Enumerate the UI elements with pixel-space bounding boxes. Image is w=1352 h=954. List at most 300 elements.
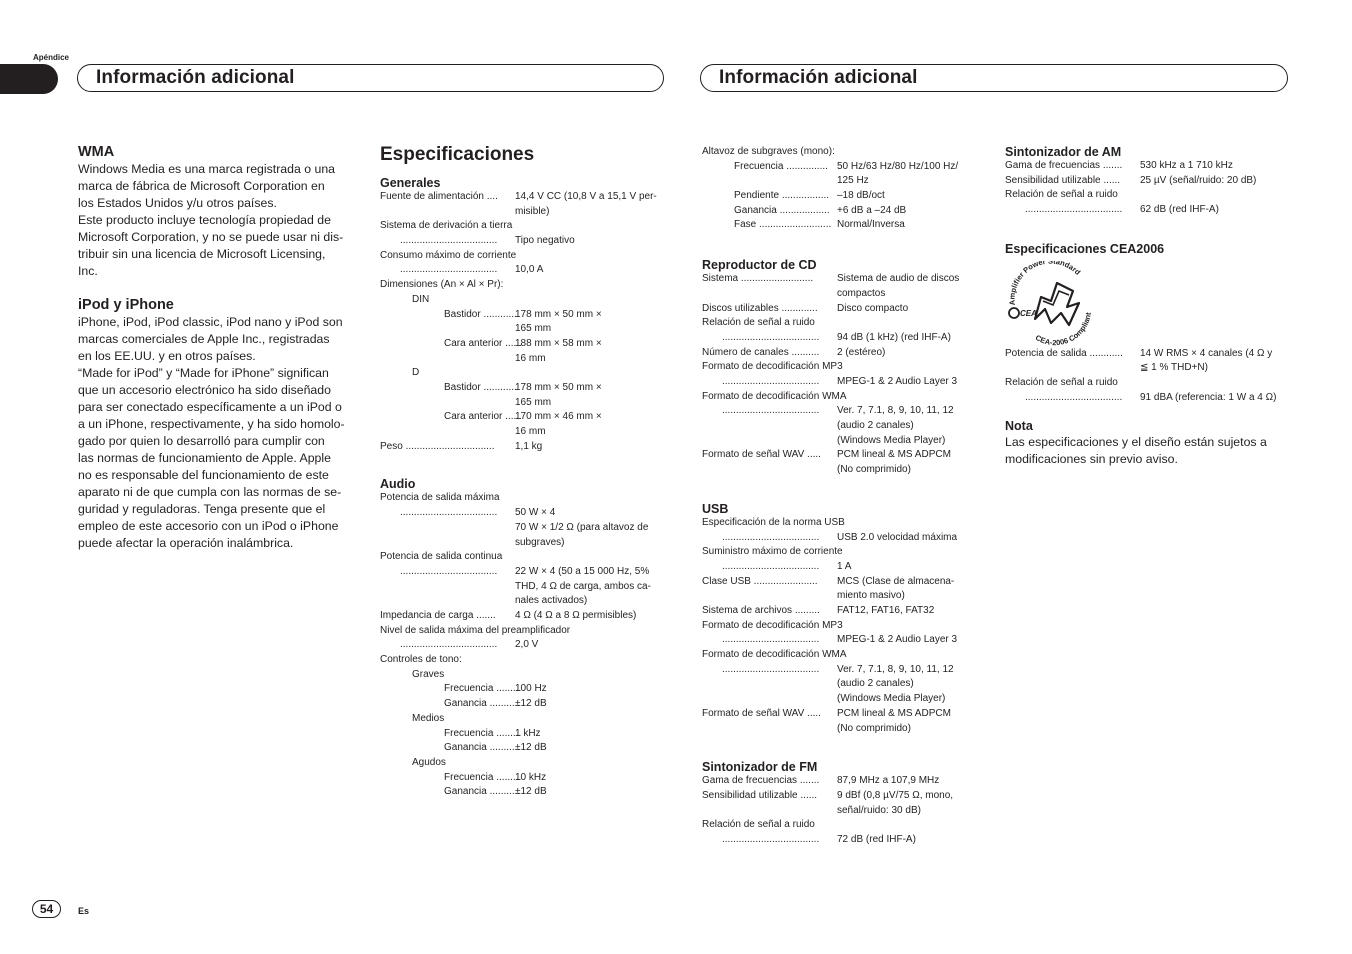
fm-heading: Sintonizador de FM [702,760,818,775]
spec-row [380,278,670,293]
spec-value-line: 165 mm [515,323,552,335]
text-line: Windows Media es una marca registrada o una [78,162,335,176]
spec-label: Formato de decodificación WMA [702,390,847,402]
am-spec-list [1005,159,1295,218]
spec-value [837,331,951,346]
spec-value [515,565,651,609]
spec-row [380,440,670,455]
spec-label: Relación de señal a ruido [1005,189,1118,201]
spec-value-line: 87,9 MHz a 107,9 MHz [837,775,940,787]
spec-row [380,682,670,697]
cea-logo-mark-text: CEA [1020,308,1037,318]
spec-row [1005,347,1295,376]
spec-label: Discos utilizables ............. [702,302,818,314]
spec-label: ................................... [722,833,820,845]
section-banner-right [700,64,1288,92]
spec-row [1005,391,1295,406]
spec-value-line: Ver. 7, 7.1, 8, 9, 10, 11, 12 [837,663,954,675]
subwoofer-spec-list [702,145,992,233]
spec-value-line: (No comprimido) [837,722,911,734]
spec-row [380,308,670,337]
spec-label: Bastidor ............ [444,381,517,393]
text-line: Las especificaciones y el diseño están sujetos a [1005,434,1267,449]
spec-row [380,410,670,439]
spec-value-line: MPEG-1 & 2 Audio Layer 3 [837,375,958,387]
spec-value [1140,347,1272,376]
spec-label: Sensibilidad utilizable ...... [1005,174,1121,186]
spec-label: ................................... [1025,391,1123,403]
spec-row [702,145,992,160]
spec-value [515,697,547,712]
spec-label: D [412,367,420,379]
spec-label: Sistema de archivos ......... [702,604,820,616]
spec-label: Formato de decodificación MP3 [702,619,843,631]
section-tab-marker [0,64,58,94]
spec-label: Clase USB ....................... [702,575,818,587]
spec-row [380,293,670,308]
spec-label: ................................... [722,375,820,387]
spec-label: Sistema de derivación a tierra [380,220,513,232]
cd-heading: Reproductor de CD [702,258,817,273]
spec-value [515,785,547,800]
spec-label: Número de canales .......... [702,346,820,358]
spec-value-line: 178 mm × 50 mm × [515,308,602,320]
spec-label: Controles de tono: [380,654,462,666]
spec-row [380,219,670,234]
spec-value-line: Disco compacto [837,302,909,314]
spec-row [702,346,992,361]
spec-value-line: misible) [515,205,550,217]
spec-value-line: PCM lineal & MS ADPCM [837,449,951,461]
specifications-title: Especificaciones [380,144,535,165]
spec-value [837,204,906,219]
spec-label: Nivel de salida máxima del preamplificador [380,624,571,636]
spec-label: Sensibilidad utilizable ...... [702,789,818,801]
page-number: 54 [32,900,61,918]
text-line: no es responsable del funcionamiento de este [78,468,329,482]
spec-row [702,218,992,233]
spec-value [837,633,957,648]
spec-value [837,531,957,546]
spec-label: ................................... [722,663,820,675]
text-line: en los EE.UU. y en otros países. [78,349,256,363]
spec-label: Sistema .......................... [702,273,814,285]
spec-label: Gama de frecuencias ....... [702,775,820,787]
section-tag: Apéndice [33,53,70,62]
spec-value [515,381,602,410]
spec-value-line: 9 dBf (0,8 µV/75 Ω, mono, [837,789,954,801]
spec-label: Relación de señal a ruido [702,317,815,329]
section-banner-left [77,64,664,92]
spec-value [837,160,958,189]
text-line: Este producto incluye tecnología propiedad de [78,213,331,227]
spec-row [702,648,992,663]
spec-value-line: miento masivo) [837,590,905,602]
spec-label: Relación de señal a ruido [702,819,815,831]
spec-value-line: Tipo negativo [515,235,575,247]
general-heading: Generales [380,176,441,190]
spec-row [1005,203,1295,218]
text-line: marcas comerciales de Apple Inc., registradas [78,332,330,346]
spec-value [837,774,939,789]
wma-paragraph-1 [78,161,368,212]
spec-value [515,741,547,756]
spec-label: Frecuencia ......... [444,727,522,739]
spec-value [1140,203,1219,218]
spec-value [837,604,934,619]
spec-label: Altavoz de subgraves (mono): [702,146,835,157]
spec-label: ................................... [400,507,498,519]
spec-value [837,575,954,604]
spec-row [702,360,992,375]
spec-value-line: MPEG-1 & 2 Audio Layer 3 [837,634,958,646]
spec-label: Ganancia ........... [444,786,521,798]
note-heading: Nota [1005,418,1033,433]
spec-row [702,375,992,390]
spec-value [515,410,602,439]
spec-row [380,741,670,756]
spec-row [380,381,670,410]
spec-label: Ganancia ........... [444,698,521,710]
spec-row [702,302,992,317]
spec-label: Agudos [412,756,446,768]
fm-spec-list [702,774,992,847]
spec-label: ................................... [400,565,498,577]
spec-row [702,189,992,204]
spec-value-line: PCM lineal & MS ADPCM [837,707,951,719]
spec-value [837,789,953,818]
spec-value-line: 100 Hz [515,683,547,695]
spec-value-line: 125 Hz [837,175,869,187]
spec-value-line: 62 dB (red IHF-A) [1140,204,1219,216]
spec-label: Formato de decodificación WMA [702,649,847,661]
spec-value-line: (audio 2 canales) [837,420,914,432]
spec-label: ................................... [400,264,498,276]
spec-value-line: 4 Ω (4 Ω a 8 Ω permisibles) [515,610,637,622]
spec-label: Frecuencia ......... [444,771,522,783]
spec-value-line: 10,0 A [515,264,544,276]
spec-value [837,448,951,477]
audio-spec-list [380,491,670,800]
spec-row [702,545,992,560]
spec-label: Dimensiones (An × Al × Pr): [380,279,504,291]
spec-value-line: 178 mm × 50 mm × [515,381,602,393]
spec-value [837,404,954,448]
cea-heading: Especificaciones CEA2006 [1005,241,1165,256]
spec-row [380,190,670,219]
spec-row [702,404,992,448]
spec-value-line: 50 W × 4 [515,507,556,519]
cea-2006-logo [1005,261,1097,347]
spec-value [515,263,543,278]
spec-value [837,663,954,707]
spec-row [702,316,992,331]
spec-value [837,375,957,390]
banner-right-title: Información adicional [719,67,918,88]
spec-value [515,638,538,653]
spec-row [702,560,992,575]
spec-value-line: 70 W × 1/2 Ω (para altavoz de [515,521,649,533]
usb-heading: USB [702,501,729,516]
audio-heading: Audio [380,477,416,492]
cea-logo-icon [1005,261,1097,347]
spec-value-line: 2 (estéreo) [837,346,886,358]
spec-value [515,727,541,742]
spec-value [515,609,636,624]
spec-value-line: 188 mm × 58 mm × [515,337,602,349]
spec-value-line: Sistema de audio de discos [837,273,960,285]
spec-row [702,516,992,531]
spec-value-line: 91 dBA (referencia: 1 W a 4 Ω) [1140,391,1277,403]
banner-left-title: Información adicional [96,67,295,88]
spec-row [702,833,992,848]
spec-label: Frecuencia ............... [734,160,828,172]
spec-value-line: 530 kHz a 1 710 kHz [1140,160,1233,171]
spec-value-line: FAT12, FAT16, FAT32 [837,604,935,616]
spec-row [702,575,992,604]
spec-value-line: USB 2.0 velocidad máxima [837,531,958,543]
text-line: que un accesorio electrónico ha sido diseñado [78,383,331,397]
spec-row [380,668,670,683]
spec-row [702,619,992,634]
spec-row [702,633,992,648]
ipod-paragraph-2 [78,365,368,552]
am-heading: Sintonizador de AM [1005,145,1122,159]
spec-row [702,448,992,477]
note-text [1005,434,1295,468]
spec-row [702,531,992,546]
spec-value-line: 25 µV (señal/ruido: 20 dB) [1140,174,1257,186]
spec-value-line: (Windows Media Player) [837,434,946,446]
spec-label: Gama de frecuencias ....... [1005,160,1123,171]
spec-row [380,785,670,800]
spec-value [837,346,885,361]
text-line: los Estados Unidos y/u otros países. [78,196,277,210]
spec-label: Fuente de alimentación .... [380,191,498,202]
text-line: puede afectar la operación inalámbrica. [78,536,294,550]
spec-value-line: 16 mm [515,352,546,364]
spec-value [837,218,905,233]
page-language: Es [78,906,90,916]
text-line: guridad y reguladoras. Tenga presente que el [78,502,326,516]
spec-value [515,682,547,697]
spec-row [1005,188,1295,203]
spec-value-line: señal/ruido: 30 dB) [837,804,921,816]
spec-row [380,638,670,653]
spec-label: Potencia de salida máxima [380,492,500,504]
spec-row [380,756,670,771]
spec-label: ................................... [722,331,820,343]
spec-value-line: 1,1 kg [515,440,543,452]
spec-value [1140,174,1256,189]
spec-label: Medios [412,712,445,724]
spec-row [380,550,670,565]
spec-value-line: 16 mm [515,426,546,438]
spec-value-line: ±12 dB [515,786,547,798]
text-line: modificaciones sin previo aviso. [1005,451,1178,466]
spec-value [515,337,602,366]
spec-label: Frecuencia ......... [444,683,522,695]
text-line: las normas de funcionamiento de Apple. Apple [78,451,331,465]
spec-label: Formato de señal WAV ..... [702,449,821,461]
text-line: iPhone, iPod, iPod classic, iPod nano y iPod son [78,315,343,329]
spec-label: Peso ................................ [380,440,495,452]
spec-label: Ganancia .................. [734,204,830,216]
spec-label: Cara anterior ...... [444,337,522,349]
spec-label: ................................... [722,405,820,417]
spec-label: ................................... [400,235,498,247]
spec-label: Consumo máximo de corriente [380,249,517,261]
spec-row [702,818,992,833]
spec-label: ................................... [722,531,820,543]
text-line: “Made for iPod” y “Made for iPhone” significan [78,366,329,380]
spec-value [515,234,575,249]
spec-label: Potencia de salida continua [380,551,503,563]
spec-value [837,272,959,301]
spec-row [380,565,670,609]
spec-value-line: (Windows Media Player) [837,693,946,705]
spec-row [380,491,670,506]
spec-value-line: –18 dB/oct [837,190,885,202]
spec-value-line: 10 kHz [515,771,547,783]
text-line: marca de fábrica de Microsoft Corporation en [78,179,325,193]
spec-label: Relación de señal a ruido [1005,377,1118,389]
spec-label: Ganancia ........... [444,742,521,754]
spec-row [702,774,992,789]
spec-label: Graves [412,668,445,680]
spec-label: DIN [412,293,430,305]
spec-label: Fase .......................... [734,219,832,231]
spec-row [380,234,670,249]
spec-value [515,190,657,219]
spec-value-line: ≦ 1 % THD+N) [1140,362,1208,374]
spec-value-line: 1 A [837,560,852,572]
spec-value [515,308,602,337]
spec-label: Especificación de la norma USB [702,516,845,528]
spec-label: Cara anterior ...... [444,411,522,423]
spec-row [380,624,670,639]
spec-value-line: 165 mm [515,396,552,408]
spec-value-line: Normal/Inversa [837,219,905,231]
column-4 [1005,145,1295,468]
spec-value [837,560,851,575]
spec-row [380,506,670,550]
spec-value-line: (audio 2 canales) [837,678,914,690]
spec-row [702,331,992,346]
spec-value [1140,391,1276,406]
ipod-heading: iPod y iPhone [78,297,174,313]
wma-paragraph-2 [78,212,368,280]
spec-value [837,833,916,848]
spec-value-line: ±12 dB [515,698,547,710]
spec-row [702,789,992,818]
spec-label: Pendiente ................. [734,190,830,202]
spec-label: Suministro máximo de corriente [702,546,843,558]
spec-row [380,771,670,786]
text-line: para ser conectado específicamente a un iPod o [78,400,342,414]
spec-value [515,440,542,455]
spec-value-line: (No comprimido) [837,464,911,476]
spec-row [1005,174,1295,189]
spec-value [837,302,908,317]
ipod-paragraph-1 [78,314,368,365]
spec-row [380,653,670,668]
spec-value-line: subgraves) [515,536,565,548]
spec-row [702,272,992,301]
spec-row [702,160,992,189]
spec-row [380,337,670,366]
spec-row [380,727,670,742]
spec-label: ................................... [722,560,820,572]
spec-row [380,712,670,727]
cea-logo-bottom-text: CEA-2006 Compliant [1033,311,1093,347]
spec-row [702,204,992,219]
text-line: empleo de este accesorio con un iPod o iPhone [78,519,339,533]
spec-value-line: THD, 4 Ω de carga, ambos ca- [515,580,651,592]
spec-value-line: 94 dB (1 kHz) (red IHF-A) [837,331,951,343]
spec-value-line: ±12 dB [515,742,547,754]
spec-row [380,249,670,264]
spec-value-line: nales activados) [515,595,588,607]
spec-label: Bastidor ............ [444,308,517,320]
spec-row [702,604,992,619]
spec-value [837,189,885,204]
spec-row [380,366,670,381]
cd-spec-list [702,272,992,478]
spec-row [702,390,992,405]
spec-row [702,707,992,736]
spec-value-line: 22 W × 4 (50 a 15 000 Hz, 5% [515,565,650,577]
column-1 [78,144,368,552]
spec-label: ................................... [722,634,820,646]
usb-spec-list [702,516,992,736]
text-line: aparato ni de que cumpla con las normas de se- [78,485,342,499]
spec-value-line: +6 dB a –24 dB [837,204,907,216]
spec-row [702,663,992,707]
text-line: Microsoft Corporation, y no se puede usar ni dis- [78,230,344,244]
spec-label: ................................... [1025,204,1123,216]
text-line: Inc. [78,264,98,278]
spec-value-line: 1 kHz [515,727,541,739]
cea-spec-list [1005,347,1295,406]
spec-label: Formato de decodificación MP3 [702,361,843,373]
spec-value-line: 2,0 V [515,639,539,651]
cea-logo-top-text: Amplifier Power Standard [1007,260,1083,306]
spec-value-line: MCS (Clase de almacena- [837,575,955,587]
spec-row [1005,376,1295,391]
spec-row [1005,159,1295,174]
text-line: a un iPhone, respectivamente, y ha sido homolo- [78,417,345,431]
spec-value-line: 170 mm × 46 mm × [515,411,602,423]
general-spec-list [380,190,670,454]
spec-label: Formato de señal WAV ..... [702,707,821,719]
spec-row [380,609,670,624]
spec-value [515,771,546,786]
spec-row [380,697,670,712]
spec-value-line: Ver. 7, 7.1, 8, 9, 10, 11, 12 [837,405,954,417]
spec-value-line: 14,4 V CC (10,8 V a 15,1 V per- [515,191,657,202]
spec-label: Potencia de salida ............ [1005,347,1123,359]
column-2 [380,144,670,800]
spec-value-line: 50 Hz/63 Hz/80 Hz/100 Hz/ [837,160,959,172]
spec-value-line: 72 dB (red IHF-A) [837,833,916,845]
text-line: tribuir sin una licencia de Microsoft Licensing, [78,247,326,261]
spec-value [515,506,648,550]
spec-label: Impedancia de carga ....... [380,610,496,622]
spec-value [1140,159,1233,174]
spec-row [380,263,670,278]
column-3 [702,145,992,848]
